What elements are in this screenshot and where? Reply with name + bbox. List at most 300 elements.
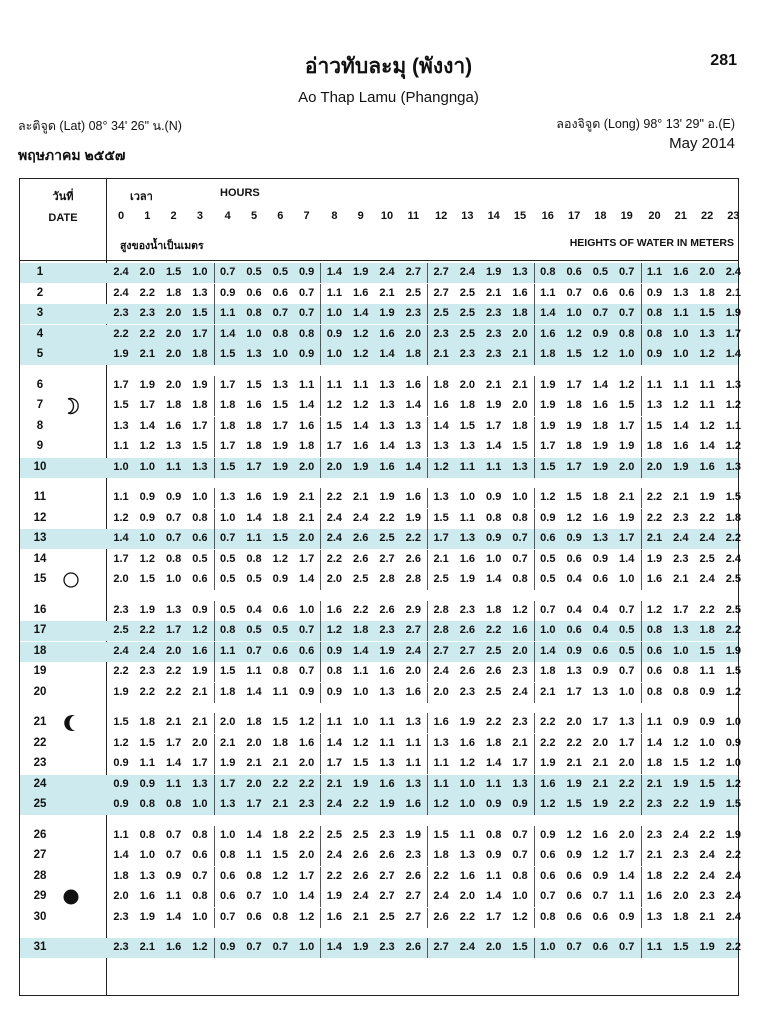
height-value: 1.8 xyxy=(353,624,369,636)
height-value: 1.9 xyxy=(192,378,208,391)
height-value: 1.5 xyxy=(699,777,715,790)
height-value: 1.6 xyxy=(379,665,395,677)
height-value: 1.7 xyxy=(566,460,582,473)
height-value: 2.1 xyxy=(379,286,395,299)
height-value: 1.2 xyxy=(699,757,715,769)
height-value: 2.1 xyxy=(646,849,663,861)
height-value: 1.8 xyxy=(272,511,288,524)
height-value: 2.4 xyxy=(725,910,742,923)
height-value: 1.4 xyxy=(246,685,262,698)
hour-label: 6 xyxy=(277,210,284,222)
height-value: 2.5 xyxy=(699,552,715,565)
height-value: 0.9 xyxy=(486,491,502,503)
height-value: 1.8 xyxy=(725,511,742,524)
height-value: 1.7 xyxy=(139,399,155,411)
day-number: 3 xyxy=(36,307,44,319)
height-value: 1.3 xyxy=(192,460,208,473)
group-separator xyxy=(427,345,428,365)
height-value: 1.1 xyxy=(113,828,129,841)
height-value: 1.0 xyxy=(246,327,262,340)
height-value: 0.7 xyxy=(298,286,315,299)
group-separator xyxy=(534,642,535,662)
group-separator xyxy=(534,529,535,549)
height-value: 1.4 xyxy=(433,419,449,432)
height-value: 1.8 xyxy=(592,491,609,503)
height-value: 0.9 xyxy=(512,798,528,810)
height-value: 2.5 xyxy=(379,532,395,544)
group-separator xyxy=(641,263,642,283)
height-value: 2.4 xyxy=(725,266,742,278)
height-value: 2.7 xyxy=(459,644,476,657)
group-separator xyxy=(214,887,215,907)
height-value: 1.9 xyxy=(459,573,476,585)
height-value: 1.0 xyxy=(673,327,689,340)
day-number: 6 xyxy=(36,378,44,391)
height-value: 1.8 xyxy=(433,849,449,861)
height-value: 1.1 xyxy=(246,849,262,861)
group-separator xyxy=(214,570,215,590)
height-value: 0.9 xyxy=(165,491,182,503)
table-row xyxy=(20,867,742,887)
height-value: 0.8 xyxy=(646,624,663,636)
group-separator xyxy=(641,284,642,304)
group-separator xyxy=(641,345,642,365)
group-separator xyxy=(427,263,428,283)
group-separator xyxy=(641,867,642,887)
height-value: 1.4 xyxy=(699,440,715,452)
height-value: 2.1 xyxy=(486,286,502,299)
height-value: 1.4 xyxy=(165,910,182,923)
group-separator xyxy=(320,601,321,621)
height-value: 1.6 xyxy=(246,399,262,411)
group-separator xyxy=(214,325,215,345)
height-value: 2.1 xyxy=(139,348,155,360)
day-number: 22 xyxy=(33,736,47,749)
height-value: 1.6 xyxy=(699,460,715,473)
day-number: 8 xyxy=(36,419,44,432)
height-value: 2.0 xyxy=(619,828,635,841)
group-separator xyxy=(641,509,642,529)
height-value: 2.0 xyxy=(298,460,315,473)
height-value: 1.5 xyxy=(433,828,449,841)
height-value: 1.9 xyxy=(619,511,635,524)
height-value: 0.9 xyxy=(220,941,236,953)
height-value: 0.9 xyxy=(619,910,635,923)
height-value: 0.9 xyxy=(592,327,609,340)
group-separator xyxy=(641,458,642,478)
height-value: 2.6 xyxy=(459,665,476,677)
group-separator xyxy=(427,662,428,682)
height-value: 1.4 xyxy=(379,440,395,452)
height-value: 1.3 xyxy=(699,327,715,340)
height-value: 2.1 xyxy=(540,685,556,698)
height-value: 2.4 xyxy=(113,286,129,299)
height-value: 2.1 xyxy=(298,491,315,503)
height-value: 0.9 xyxy=(113,757,129,769)
height-value: 1.5 xyxy=(220,665,236,677)
height-value: 1.9 xyxy=(540,757,556,769)
height-value: 1.5 xyxy=(246,378,262,391)
height-value: 1.6 xyxy=(405,378,421,391)
height-value: 1.6 xyxy=(246,491,262,503)
height-value: 1.9 xyxy=(272,491,288,503)
height-value: 2.1 xyxy=(353,910,369,923)
height-value: 0.7 xyxy=(272,307,288,319)
height-value: 2.7 xyxy=(405,910,421,923)
group-separator xyxy=(214,550,215,570)
height-value: 1.5 xyxy=(113,399,129,411)
day-number: 9 xyxy=(36,440,44,452)
height-value: 2.5 xyxy=(459,286,476,299)
height-value: 1.1 xyxy=(165,890,182,902)
height-value: 0.7 xyxy=(272,941,288,953)
group-separator xyxy=(320,662,321,682)
height-value: 1.9 xyxy=(353,777,369,790)
height-value: 1.0 xyxy=(192,491,208,503)
height-value: 0.8 xyxy=(619,327,635,340)
height-value: 2.4 xyxy=(353,511,369,524)
height-value: 2.3 xyxy=(139,307,155,319)
height-value: 2.2 xyxy=(619,798,635,810)
height-value: 0.7 xyxy=(192,869,208,882)
height-value: 0.9 xyxy=(699,716,715,728)
height-value: 0.9 xyxy=(192,603,208,616)
height-value: 1.3 xyxy=(725,378,742,391)
height-value: 2.2 xyxy=(646,491,663,503)
group-separator xyxy=(320,550,321,570)
height-value: 1.8 xyxy=(220,685,236,698)
height-value: 0.9 xyxy=(699,685,715,698)
header-hours-en: HOURS xyxy=(220,187,260,199)
hour-label: 19 xyxy=(620,210,633,222)
height-value: 2.1 xyxy=(192,685,208,698)
height-value: 1.7 xyxy=(619,736,635,749)
height-value: 2.2 xyxy=(433,869,449,882)
group-separator xyxy=(641,396,642,416)
height-value: 2.5 xyxy=(433,573,449,585)
height-value: 1.8 xyxy=(673,910,689,923)
height-value: 0.6 xyxy=(540,532,556,544)
height-value: 0.8 xyxy=(486,511,502,524)
height-value: 2.0 xyxy=(459,378,476,391)
height-value: 2.0 xyxy=(326,573,343,585)
height-value: 1.1 xyxy=(459,511,476,524)
hour-label: 23 xyxy=(727,210,740,222)
height-value: 1.9 xyxy=(353,266,369,278)
height-value: 1.8 xyxy=(566,399,582,411)
height-value: 1.0 xyxy=(139,532,155,544)
group-separator xyxy=(214,437,215,457)
group-separator xyxy=(320,887,321,907)
hour-label: 7 xyxy=(303,210,310,222)
height-value: 0.7 xyxy=(246,890,262,902)
height-value: 1.3 xyxy=(673,286,689,299)
height-value: 0.7 xyxy=(540,603,556,616)
height-value: 2.6 xyxy=(459,624,476,636)
table-row xyxy=(20,550,742,570)
height-value: 1.5 xyxy=(619,399,635,411)
group-separator xyxy=(427,458,428,478)
header-date-th: วันที่ xyxy=(52,191,74,203)
group-separator xyxy=(534,458,535,478)
table-row xyxy=(20,529,742,549)
group-separator xyxy=(214,376,215,396)
group-separator xyxy=(641,570,642,590)
height-value: 2.0 xyxy=(405,327,421,340)
table-row xyxy=(20,304,742,324)
height-value: 1.2 xyxy=(725,440,742,452)
height-value: 1.7 xyxy=(619,419,635,432)
latitude-label: ละติจูด (Lat) 08° 34' 26" น.(N) xyxy=(18,119,182,133)
height-value: 1.0 xyxy=(272,890,288,902)
hour-label: 22 xyxy=(700,210,714,222)
height-value: 2.7 xyxy=(379,552,395,565)
height-value: 1.1 xyxy=(165,460,182,473)
height-value: 0.9 xyxy=(139,511,155,524)
height-value: 1.2 xyxy=(113,511,129,524)
height-value: 0.7 xyxy=(592,890,609,902)
height-value: 2.4 xyxy=(139,644,155,657)
height-value: 1.0 xyxy=(220,828,236,841)
height-value: 0.6 xyxy=(566,624,582,636)
height-value: 1.0 xyxy=(165,573,182,585)
height-value: 1.5 xyxy=(459,419,476,432)
height-value: 1.6 xyxy=(459,869,476,882)
height-value: 1.8 xyxy=(646,440,663,452)
day-number: 23 xyxy=(33,757,47,769)
height-value: 0.5 xyxy=(619,624,635,636)
height-value: 1.5 xyxy=(165,266,182,278)
height-value: 1.9 xyxy=(139,603,155,616)
group-separator xyxy=(427,775,428,795)
height-value: 1.1 xyxy=(646,266,663,278)
height-value: 1.3 xyxy=(459,849,476,861)
group-separator xyxy=(320,509,321,529)
group-separator xyxy=(641,734,642,754)
height-value: 1.9 xyxy=(540,378,556,391)
height-value: 2.5 xyxy=(486,644,502,657)
height-value: 2.2 xyxy=(326,869,343,882)
height-value: 1.8 xyxy=(298,440,315,452)
hour-label: 14 xyxy=(487,210,500,222)
height-value: 2.0 xyxy=(298,757,315,769)
height-value: 2.9 xyxy=(405,603,421,616)
height-value: 2.0 xyxy=(619,757,635,769)
height-value: 1.3 xyxy=(433,440,449,452)
height-value: 0.9 xyxy=(298,685,315,698)
height-value: 0.8 xyxy=(512,869,528,882)
height-value: 2.2 xyxy=(165,665,182,677)
height-value: 2.3 xyxy=(673,511,689,524)
height-value: 0.8 xyxy=(246,869,262,882)
height-value: 0.6 xyxy=(592,573,609,585)
day-number: 2 xyxy=(36,286,44,299)
group-separator xyxy=(641,795,642,815)
height-value: 1.1 xyxy=(353,378,369,391)
group-separator xyxy=(534,683,535,703)
height-value: 1.9 xyxy=(540,419,556,432)
table-row xyxy=(20,713,742,733)
height-value: 2.1 xyxy=(673,491,689,503)
table-row xyxy=(20,908,742,928)
hour-label: 17 xyxy=(567,210,581,222)
height-value: 2.8 xyxy=(379,573,395,585)
table-row xyxy=(20,887,742,907)
month-en-label: May 2014 xyxy=(669,135,735,152)
height-value: 0.9 xyxy=(298,266,315,278)
table-row xyxy=(20,734,742,754)
group-separator xyxy=(534,846,535,866)
hour-label: 3 xyxy=(196,210,203,222)
height-value: 1.1 xyxy=(165,777,182,790)
group-separator xyxy=(534,488,535,508)
height-value: 1.5 xyxy=(725,491,742,503)
height-value: 2.5 xyxy=(459,307,476,319)
height-value: 1.1 xyxy=(272,685,288,698)
height-value: 0.9 xyxy=(486,798,502,810)
height-value: 1.6 xyxy=(592,511,609,524)
height-value: 1.0 xyxy=(459,491,476,503)
height-value: 1.9 xyxy=(592,440,609,452)
height-value: 2.4 xyxy=(353,890,369,902)
height-value: 0.6 xyxy=(592,910,609,923)
height-value: 1.6 xyxy=(459,736,476,749)
height-value: 1.7 xyxy=(326,757,343,769)
height-value: 1.1 xyxy=(379,716,395,728)
height-value: 1.7 xyxy=(192,757,208,769)
group-separator xyxy=(427,754,428,774)
group-separator xyxy=(214,846,215,866)
height-value: 1.0 xyxy=(353,685,369,698)
height-value: 1.8 xyxy=(486,736,502,749)
group-separator xyxy=(320,754,321,774)
height-value: 1.0 xyxy=(298,603,315,616)
height-value: 1.5 xyxy=(139,573,155,585)
day-number: 24 xyxy=(33,777,47,790)
hour-label: 10 xyxy=(380,210,394,222)
height-value: 1.4 xyxy=(540,307,556,319)
height-value: 0.8 xyxy=(165,552,182,565)
height-value: 2.2 xyxy=(699,603,715,616)
group-separator xyxy=(320,621,321,641)
group-separator xyxy=(641,846,642,866)
height-value: 1.7 xyxy=(165,624,182,636)
height-value: 2.6 xyxy=(353,552,369,565)
height-value: 1.3 xyxy=(619,716,635,728)
height-value: 2.0 xyxy=(326,460,343,473)
group-separator xyxy=(534,263,535,283)
height-value: 2.2 xyxy=(139,685,155,698)
height-value: 2.0 xyxy=(165,378,182,391)
height-value: 1.4 xyxy=(113,532,129,544)
height-value: 0.8 xyxy=(139,798,155,810)
height-value: 2.5 xyxy=(725,573,742,585)
height-value: 1.6 xyxy=(165,419,182,432)
height-value: 2.7 xyxy=(405,266,421,278)
height-value: 0.9 xyxy=(592,665,609,677)
height-value: 2.2 xyxy=(725,624,742,636)
height-value: 1.6 xyxy=(405,798,421,810)
height-value: 1.9 xyxy=(725,307,742,319)
height-value: 1.7 xyxy=(220,378,236,391)
group-separator xyxy=(320,529,321,549)
height-value: 1.8 xyxy=(139,716,155,728)
height-value: 1.4 xyxy=(326,941,343,953)
height-value: 0.8 xyxy=(673,665,689,677)
height-value: 0.5 xyxy=(540,552,556,565)
height-value: 2.2 xyxy=(298,828,315,841)
page-title-th: อ่าวทับละมุ (พังงา) xyxy=(304,55,473,78)
height-value: 1.0 xyxy=(192,910,208,923)
height-value: 0.9 xyxy=(113,798,129,810)
group-separator xyxy=(641,550,642,570)
height-value: 1.2 xyxy=(673,399,689,411)
height-value: 0.8 xyxy=(673,685,689,698)
group-separator xyxy=(641,601,642,621)
height-value: 0.9 xyxy=(220,286,236,299)
group-separator xyxy=(214,642,215,662)
height-value: 1.2 xyxy=(272,869,288,882)
height-value: 1.2 xyxy=(540,798,556,810)
height-value: 0.7 xyxy=(165,511,182,524)
height-value: 1.5 xyxy=(646,419,663,432)
day-number: 21 xyxy=(33,716,47,728)
height-value: 1.6 xyxy=(433,716,449,728)
height-value: 1.3 xyxy=(379,419,395,432)
height-value: 2.1 xyxy=(272,798,288,810)
height-value: 0.7 xyxy=(246,941,262,953)
last-quarter-moon-icon xyxy=(60,713,82,733)
height-value: 1.1 xyxy=(619,890,635,902)
height-value: 2.1 xyxy=(646,777,663,790)
height-value: 1.3 xyxy=(246,348,262,360)
height-value: 0.9 xyxy=(646,286,663,299)
height-value: 0.6 xyxy=(220,890,236,902)
group-separator xyxy=(534,396,535,416)
height-value: 2.5 xyxy=(326,828,343,841)
height-value: 2.3 xyxy=(512,665,528,677)
height-value: 1.1 xyxy=(298,378,315,391)
height-value: 2.6 xyxy=(433,910,449,923)
page-title-en: Ao Thap Lamu (Phangnga) xyxy=(298,89,479,106)
table-row xyxy=(20,938,742,958)
height-value: 2.3 xyxy=(433,327,449,340)
height-value: 1.2 xyxy=(326,624,343,636)
table-row xyxy=(20,570,742,590)
height-value: 0.8 xyxy=(165,798,182,810)
height-value: 1.7 xyxy=(298,552,315,565)
height-value: 1.1 xyxy=(699,378,715,391)
header-heights-en: HEIGHTS OF WATER IN METERS xyxy=(569,237,734,249)
height-value: 1.6 xyxy=(540,327,556,340)
day-number: 15 xyxy=(33,573,47,585)
height-value: 0.6 xyxy=(566,869,582,882)
height-value: 0.4 xyxy=(566,603,582,616)
height-value: 2.2 xyxy=(540,716,556,728)
height-value: 2.0 xyxy=(646,460,663,473)
height-value: 1.7 xyxy=(246,798,262,810)
height-value: 1.6 xyxy=(433,399,449,411)
day-number: 5 xyxy=(36,348,44,360)
height-value: 0.4 xyxy=(246,603,262,616)
day-number: 11 xyxy=(33,491,47,503)
height-value: 2.5 xyxy=(725,603,742,616)
group-separator xyxy=(427,529,428,549)
height-value: 1.3 xyxy=(725,460,742,473)
height-value: 2.1 xyxy=(592,777,609,790)
height-value: 1.9 xyxy=(353,460,369,473)
height-value: 0.5 xyxy=(246,573,262,585)
